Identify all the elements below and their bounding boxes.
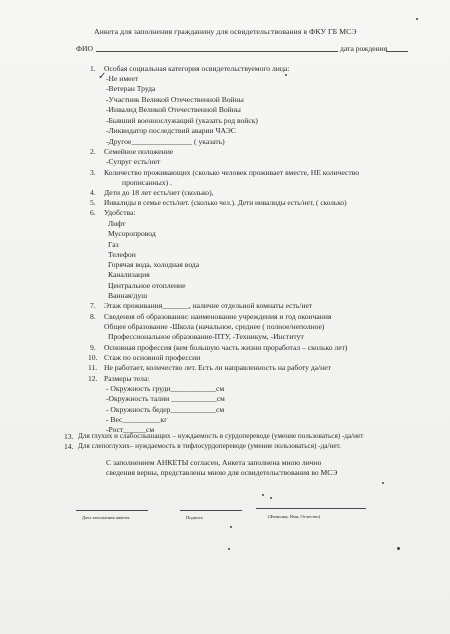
item-11-number: 11. [88,363,98,372]
item-2-option: -Супруг есть/нет [106,157,161,166]
item-8-option: Общее образование -Школа (начальное, среднее ( полное/неполное) [104,322,325,331]
item-12-option: - Окружность бедер____________см [106,405,225,414]
item-12-option: -Рост______см [106,425,155,434]
item-9-number: 9. [90,343,96,352]
item-1-option: -Ветеран Труда [106,84,156,93]
scan-speck [228,548,230,550]
item-1-option: -Бывший военнослужащий (указать род войск) [106,116,258,125]
item-1-option: -Ликвидатор последствий аварии ЧАЭС [106,126,236,135]
item-12-option: - Вес__________кг [106,415,168,424]
item-5-text: Инвалиды в семье есть/нет. (сколько чел.). Дети инвалиды есть/нет, ( сколько) [104,198,347,207]
item-6-option: Канализация [108,270,150,279]
date-caption: Дата заполнения анкеты [82,515,130,520]
item-13-text: Для глухих и слабослышащих – нуждаемость в сурдопереводе (умение пользоваться) -да/нет [78,432,364,440]
item-7-number: 7. [90,301,96,310]
scan-speck [416,18,418,20]
item-5-number: 5. [90,198,96,207]
item-8-option: Профессиональное образование-ПТУ, -Техникум, -Институт [108,332,304,341]
item-10-text: Стаж по основной профессии [104,353,201,362]
item-3-number: 3. [90,168,96,177]
consent-line-1: С заполнением АНКЕТЫ согласен, Анкета заполнена мною лично [106,458,322,467]
scan-speck [382,482,384,484]
item-10-number: 10. [88,353,98,362]
item-13-number: 13. [64,432,74,441]
item-6-option: Мусоропровод [108,229,156,238]
item-1-option: -Другое________________ ( указать) [106,137,225,146]
document-title: Анкета для заполнения гражданину для освидетельствования в ФКУ ГБ МСЭ [94,27,357,36]
item-9-text: Основная профессия (кем большую часть жизни проработал – сколько лет) [104,343,348,352]
birthdate-field-line [386,51,408,52]
item-14-text: Для слепоглухих– нуждаемость в тифлосурдопереводе (умение пользоваться) -да/нет. [78,442,341,450]
item-1-option: -Не имеет [106,74,139,83]
item-3-continuation: прописанных) . [122,178,172,187]
item-8-text: Сведения об образовании: наименование учреждения и год окончания [104,312,332,321]
item-12-option: - Окружность груди____________см [106,384,225,393]
name-field-line [256,508,366,509]
name-caption: (Фамилия, Имя, Отчество) [268,514,321,519]
item-6-option: Газ [108,240,119,249]
item-6-option: Лифт [108,219,126,228]
item-7-text: Этаж проживания_______, наличие отдельной комнаты есть/нет [104,301,313,310]
item-6-option: Горячая вода, холодная вода [108,260,200,269]
item-6-number: 6. [90,208,96,217]
fio-label: ФИО [76,44,93,53]
item-1-number: 1. [90,64,96,73]
item-1-option: -Инвалид Великой Отечественной Войны [106,105,241,114]
item-14-number: 14. [64,442,74,451]
birthdate-label: дата рождения [340,44,388,53]
item-11-text: Не работает, количество лет. Есть ли направленность на работу да/нет [104,363,331,372]
checkmark-icon: ✓ [98,71,107,82]
item-4-text: Дети до 18 лет есть/нет (сколько), [104,188,214,197]
item-2-number: 2. [90,147,96,156]
item-12-text: Размеры тела: [104,374,150,383]
item-4-number: 4. [90,188,96,197]
item-6-option: Центральное отопление [108,281,186,290]
scan-speck [270,497,272,499]
item-8-number: 8. [90,312,96,321]
scan-speck [230,526,232,528]
item-6-option: Телефон [108,250,136,259]
date-field-line [76,510,148,511]
consent-line-2: сведения верны, представлены мною для освидетельствования во МСЭ [106,468,338,477]
item-12-option: -Окружность талии ____________см [106,394,225,403]
item-1-text: Особая социальная категория освидетельствуемого лица: [104,64,290,73]
scan-speck [285,74,287,76]
item-6-text: Удобства: [104,208,136,217]
signature-field-line [180,510,242,511]
item-12-number: 12. [88,374,98,383]
item-6-option: Ванная/душ [108,291,148,300]
fio-field-line [96,51,338,52]
item-3-text: Количество проживающих (сколько человек проживает вместе, НЕ количество [104,168,360,177]
item-2-text: Семейное положение [104,147,174,156]
item-1-option: -Участник Великой Отечественной Войны [106,95,244,104]
scan-speck [262,494,264,496]
signature-caption: Подпись [186,515,203,520]
scan-speck [397,547,400,550]
